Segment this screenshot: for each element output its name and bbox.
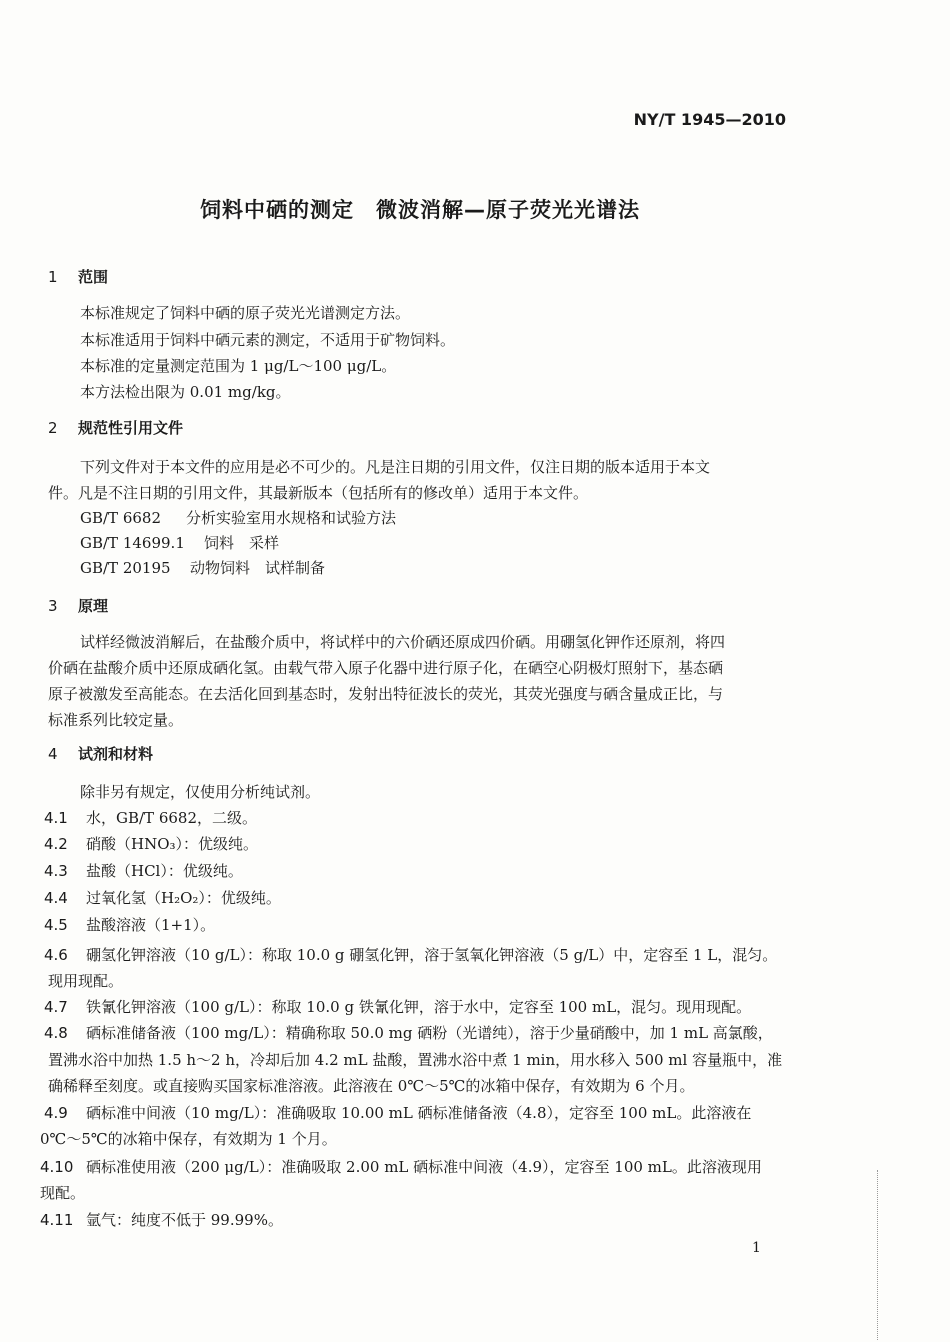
section-3-heading: 3 原理 bbox=[48, 597, 109, 615]
item-4-5: 4.5 盐酸溶液（1+1）。 bbox=[44, 916, 216, 934]
item-4-6: 4.6 硼氢化钾溶液（10 g/L）：称取 10.0 g 硼氢化钾，溶于氢氧化钾溶液（5 g/L）中，定容至 1 L，混匀。 bbox=[44, 946, 778, 964]
item-4-9-cont: 0℃～5℃的冰箱中保存，有效期为 1 个月。 bbox=[40, 1130, 337, 1148]
scan-edge-rule bbox=[877, 1170, 878, 1340]
item-4-8-cont-1: 置沸水浴中加热 1.5 h～2 h，冷却后加 4.2 mL 盐酸，置沸水浴中煮 1 min，用水移入 500 ml 容量瓶中，准 bbox=[48, 1051, 783, 1069]
s3-line-1: 试样经微波消解后，在盐酸介质中，将试样中的六价硒还原成四价硒。用硼氢化钾作还原剂，将四 bbox=[80, 633, 726, 651]
item-4-9: 4.9 硒标准中间液（10 mg/L）：准确吸取 10.00 mL 硒标准储备液（4.8），定容至 100 mL。此溶液在 bbox=[44, 1104, 752, 1122]
s3-line-2: 价硒在盐酸介质中还原成硒化氢。由载气带入原子化器中进行原子化，在硒空心阴极灯照射下，基态硒 bbox=[48, 659, 724, 677]
s1-para-2: 本标准适用于饲料中硒元素的测定，不适用于矿物饲料。 bbox=[80, 331, 456, 349]
s1-para-1: 本标准规定了饲料中硒的原子荧光光谱测定方法。 bbox=[80, 304, 411, 322]
page-number: 1 bbox=[752, 1240, 761, 1256]
reference-item: GB/T 6682 分析实验室用水规格和试验方法 bbox=[80, 509, 397, 527]
document-title bbox=[0, 194, 840, 224]
title-part-2: 微波消解—原子荧光光谱法 bbox=[376, 198, 640, 222]
reference-item: GB/T 14699.1 饲料 采样 bbox=[80, 534, 280, 552]
title-part-1: 饲料中硒的测定 bbox=[200, 198, 354, 222]
s4-intro: 除非另有规定，仅使用分析纯试剂。 bbox=[80, 783, 321, 801]
s2-para-1a: 下列文件对于本文件的应用是必不可少的。凡是注日期的引用文件，仅注日期的版本适用于本文 bbox=[80, 458, 711, 476]
item-4-1: 4.1 水，GB/T 6682，二级。 bbox=[44, 809, 258, 827]
item-4-2: 4.2 硝酸（HNO₃）：优级纯。 bbox=[44, 835, 259, 853]
s1-para-3: 本标准的定量测定范围为 1 μg/L～100 μg/L。 bbox=[80, 357, 397, 375]
s3-line-4: 标准系列比较定量。 bbox=[48, 711, 184, 729]
item-4-10: 4.10 硒标准使用液（200 μg/L）：准确吸取 2.00 mL 硒标准中间液（4.9），定容至 100 mL。此溶液现用 bbox=[40, 1158, 762, 1176]
section-2-heading: 2 规范性引用文件 bbox=[48, 419, 184, 437]
s2-para-1b: 件。凡是不注日期的引用文件，其最新版本（包括所有的修改单）适用于本文件。 bbox=[48, 484, 589, 502]
section-1-heading: 1 范围 bbox=[48, 268, 109, 286]
item-4-8-cont-2: 确稀释至刻度。或直接购买国家标准溶液。此溶液在 0℃～5℃的冰箱中保存，有效期为 6 个月。 bbox=[48, 1077, 695, 1095]
item-4-7: 4.7 铁氰化钾溶液（100 g/L）：称取 10.0 g 铁氰化钾，溶于水中，定容至 100 mL，混匀。现用现配。 bbox=[44, 998, 752, 1016]
standard-code: NY/T 1945—2010 bbox=[633, 110, 786, 129]
item-4-4: 4.4 过氧化氢（H₂O₂）：优级纯。 bbox=[44, 889, 281, 907]
s3-line-3: 原子被激发至高能态。在去活化回到基态时，发射出特征波长的荧光，其荧光强度与硒含量成正比，与 bbox=[48, 685, 724, 703]
item-4-11: 4.11 氩气：纯度不低于 99.99%。 bbox=[40, 1211, 283, 1229]
item-4-8: 4.8 硒标准储备液（100 mg/L）：精确称取 50.0 mg 硒粉（光谱纯），溶于少量硝酸中，加 1 mL 高氯酸， bbox=[44, 1024, 773, 1042]
s1-para-4: 本方法检出限为 0.01 mg/kg。 bbox=[80, 383, 291, 401]
reference-item: GB/T 20195 动物饲料 试样制备 bbox=[80, 559, 326, 577]
item-4-10-cont: 现配。 bbox=[40, 1184, 86, 1202]
item-4-6-cont: 现用现配。 bbox=[48, 972, 124, 990]
section-4-heading: 4 试剂和材料 bbox=[48, 745, 154, 763]
item-4-3: 4.3 盐酸（HCl）：优级纯。 bbox=[44, 862, 243, 880]
